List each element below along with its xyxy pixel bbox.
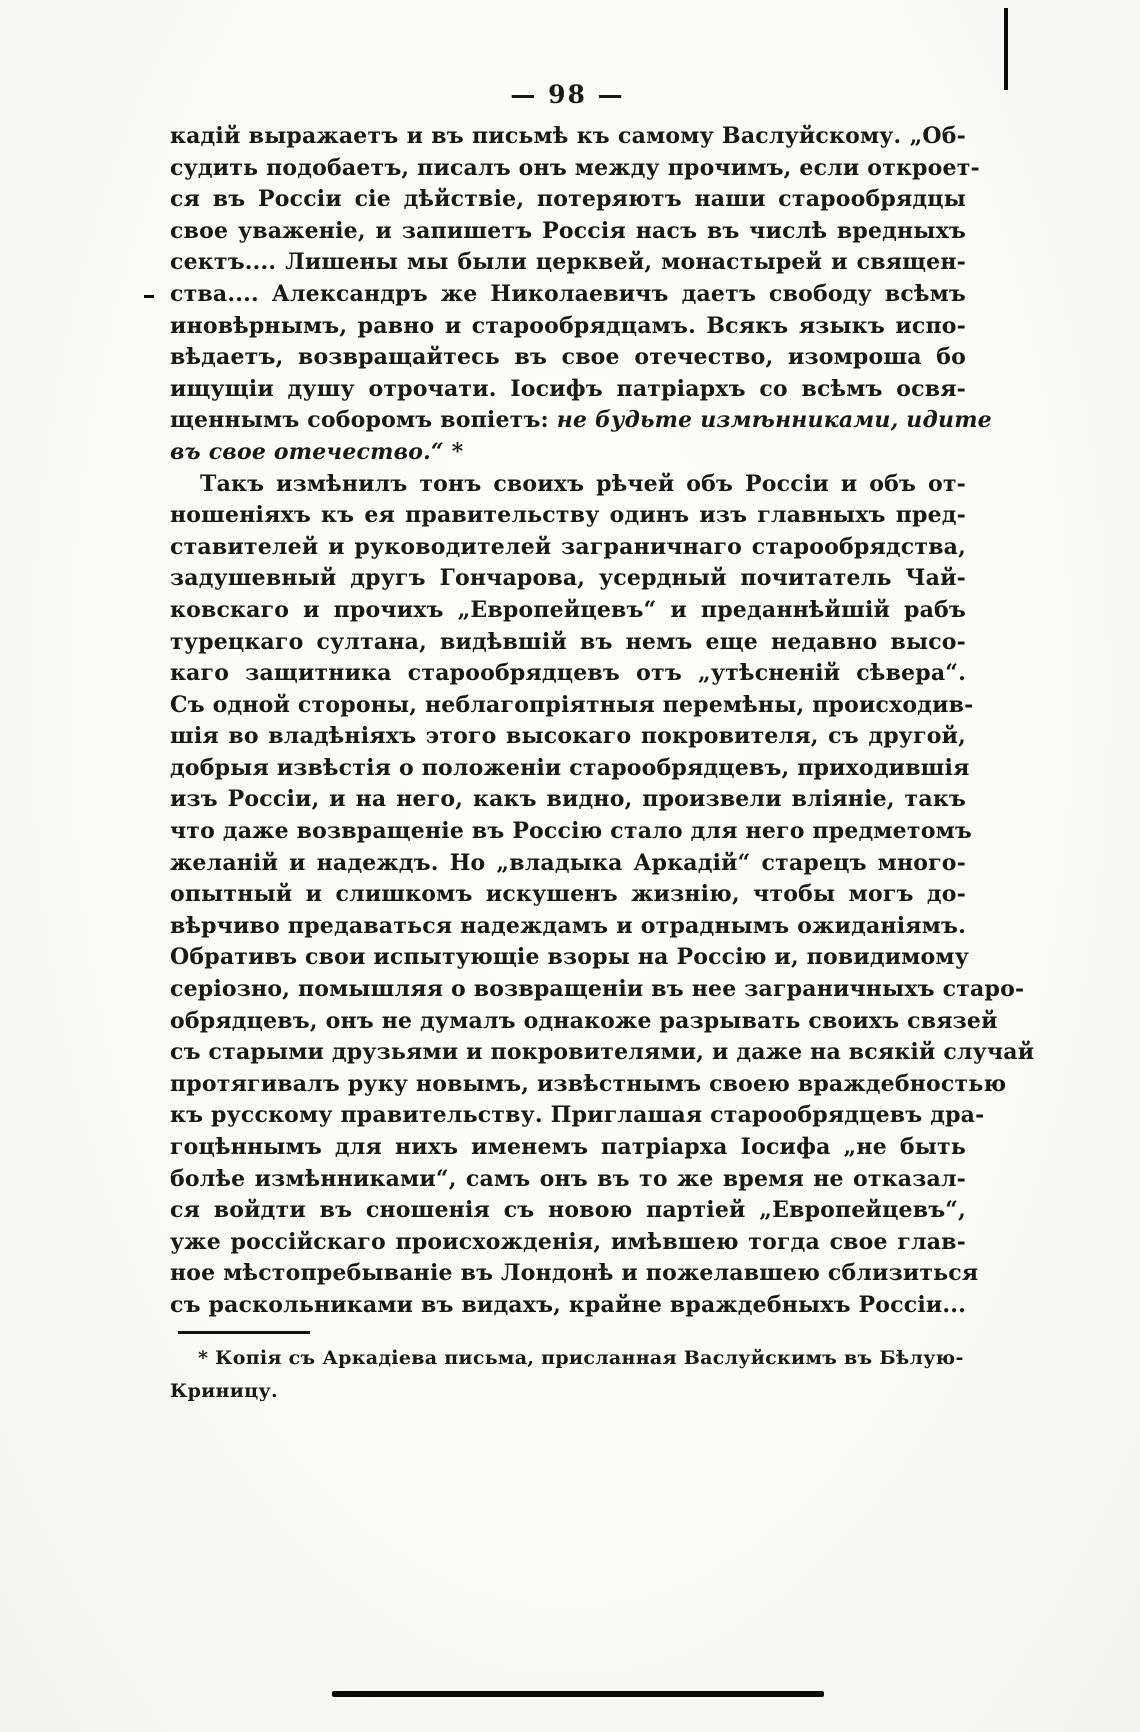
footnote-separator-rule [178, 1331, 310, 1334]
text-line: задушевный другъ Гончарова, усердный почитатель Чай- [170, 565, 966, 592]
text-line: турецкаго султана, видѣвшій въ немъ еще недавно высо- [170, 628, 966, 655]
text-line: ковскаго и прочихъ „Европейцевъ“ и преданнѣйшій рабъ [170, 596, 966, 623]
text-line: Съ одной стороны, неблагопріятныя перемѣны, происходив- [170, 691, 974, 718]
body-text [170, 121, 1035, 1322]
text-line: опытный и слишкомъ искушенъ жизнію, чтобы могъ до- [170, 881, 966, 908]
paragraph [170, 469, 1035, 1322]
footnote-line: * Копія съ Аркадіева письма, присланная Васлуйскимъ въ Бѣлую- [198, 1347, 964, 1369]
text-line: ставителей и руководителей заграничнаго старообрядства, [170, 533, 966, 560]
scan-artifact-vertical-line [1004, 8, 1008, 90]
text-line: что даже возвращеніе въ Россію стало для него предметомъ [170, 818, 972, 845]
text-line: вѣрчиво предаваться надеждамъ и отраднымъ ожиданіямъ. [170, 912, 966, 939]
text-line: свое уваженіе, и запишетъ Россія насъ въ числѣ вредныхъ [170, 217, 966, 244]
text-line: уже россійскаго происхожденія, имѣвшею тогда свое глав- [170, 1228, 966, 1255]
text-line: кадій выражаетъ и въ письмѣ къ самому Васлуйскому. „Об- [170, 123, 966, 149]
text-line: ищущіи душу отрочати. Іосифъ патріархъ со всѣмъ освя- [170, 375, 966, 402]
text-line: каго защитника старообрядцевъ отъ „утѣсненій сѣвера“. [170, 660, 966, 687]
footnote [170, 1342, 966, 1408]
text-line: иновѣрнымъ, равно и старообрядцамъ. Всякъ языкъ испо- [170, 312, 966, 339]
italic-quote-text: не будьте измѣнниками, [556, 407, 899, 434]
text-line: обрядцевъ, онъ не думалъ однакоже разрывать своихъ связей [170, 1007, 998, 1034]
text-line: ное мѣстопребываніе въ Лондонѣ и пожелавшею сблизиться [170, 1260, 979, 1287]
text-line: гоцѣннымъ для нихъ именемъ патріарха Іосифа „не быть [170, 1134, 966, 1160]
text-line: съ раскольниками въ видахъ, крайне враждебныхъ Россіи... [170, 1291, 967, 1318]
text-line: ства.... Александръ же Николаевичъ даетъ свободу всѣмъ [170, 280, 966, 307]
scan-artifact-bottom-bar [332, 1691, 824, 1697]
text-line: ся войдти въ сношенія съ новою партіей „Европейцевъ“, [170, 1197, 966, 1224]
text-line: шія во владѣніяхъ этого высокаго покровителя, съ другой, [170, 723, 966, 750]
text-line: къ русскому правительству. Приглашая старообрядцевъ дра- [170, 1102, 985, 1129]
text-line: ношеніяхъ къ ея правительству одинъ изъ главныхъ пред- [170, 502, 966, 529]
text-line: желаній и надеждъ. Но „владыка Аркадій“ старецъ много- [170, 849, 966, 876]
text-line: Такъ измѣнилъ тонъ своихъ рѣчей объ Россіи и объ от- [200, 470, 966, 497]
text-segment: * [443, 438, 464, 465]
footnote-line: Криницу. [170, 1380, 278, 1402]
text-line: вѣдаетъ, возвращайтесь въ свое отечество, изомроша бо [170, 344, 966, 371]
text-line: добрыя извѣстія о положеніи старообрядцевъ, приходившія [170, 754, 970, 781]
text-line [170, 405, 992, 437]
text-line: болѣе измѣнниками“, самъ онъ въ то же время не отказал- [170, 1165, 966, 1192]
text-line: изъ Россіи, и на него, какъ видно, произвели вліяніе, такъ [170, 786, 966, 813]
italic-quote-text: идите [898, 407, 992, 434]
text-line: протягивалъ руку новымъ, извѣстнымъ своею враждебностью [170, 1070, 1007, 1097]
text-line: серіозно, помышляя о возвращеніи въ нее заграничныхъ старо- [170, 976, 1025, 1003]
text-line: ся въ Россіи сіе дѣйствіе, потеряютъ наши старообрядцы [170, 186, 966, 213]
text-line: съ старыми друзьями и покровителями, и даже на всякій случай [170, 1039, 1035, 1066]
text-line [170, 437, 966, 469]
paragraph [170, 121, 992, 469]
text-line: сектъ.... Лишены мы были церквей, монастырей и священ- [170, 249, 966, 276]
scan-artifact-margin-dash [144, 295, 154, 298]
text-line: судить подобаетъ, писалъ онъ между прочимъ, если откроет- [170, 154, 980, 181]
page-number: — 98 — [510, 80, 625, 109]
text-line: Обративъ свои испытующіе взоры на Россію и, повидимому [170, 944, 970, 971]
text-segment: щеннымъ соборомъ вопіетъ: [170, 407, 557, 434]
italic-quote-text: въ свое отечество.“ [170, 438, 444, 465]
